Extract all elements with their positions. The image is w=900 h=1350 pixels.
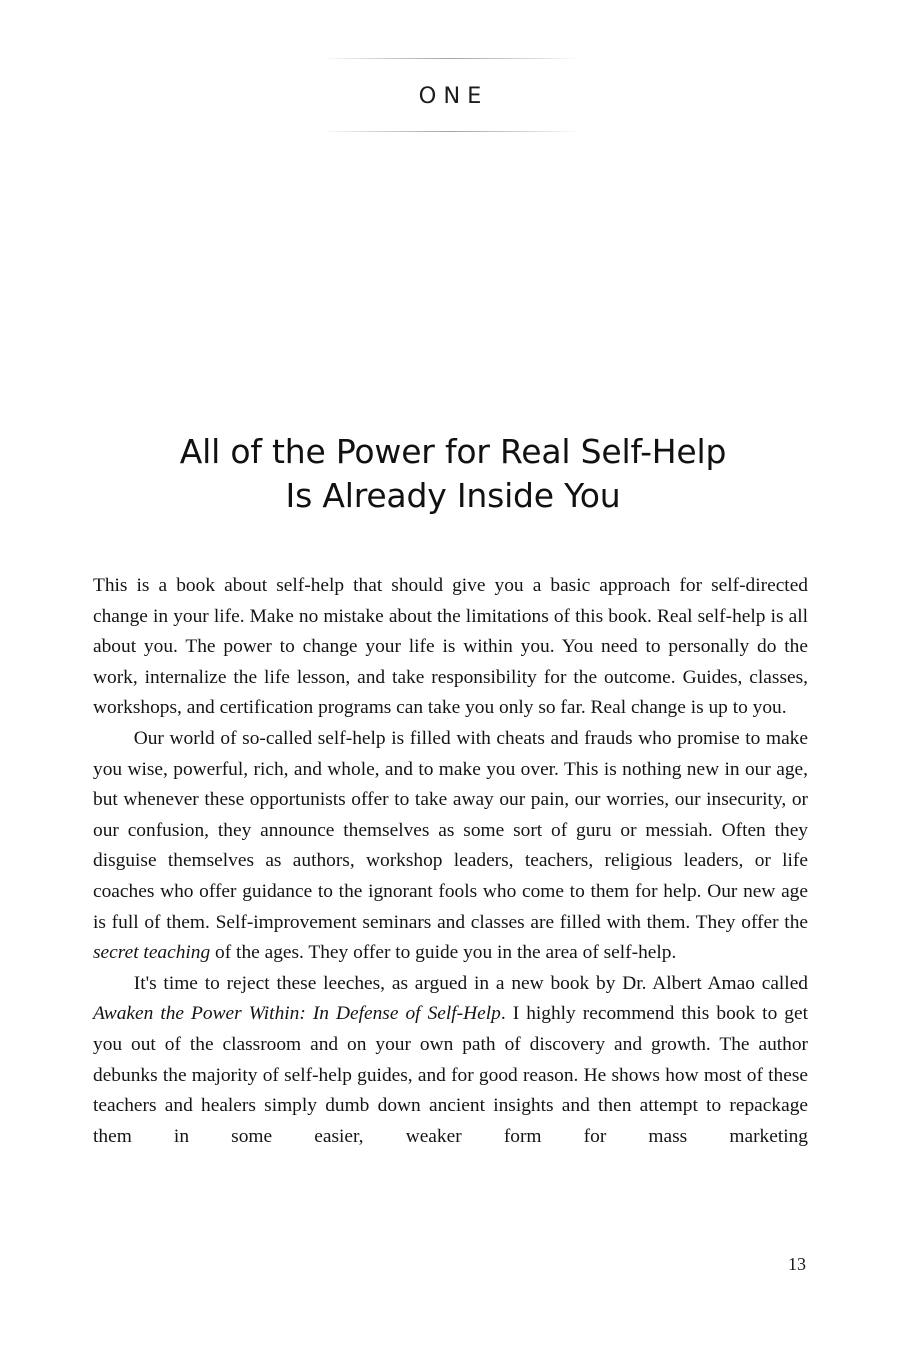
page-title-line-1: All of the Power for Real Self-Help: [179, 432, 727, 472]
body-text: [93, 571, 808, 1152]
chapter-marker: [0, 58, 900, 132]
ornament-rule-top: [321, 58, 579, 59]
page-title-line-2: Is Already Inside You: [285, 475, 621, 515]
paragraph-2-tail: of the ages. They offer to guide you in the area of self-help.: [210, 942, 677, 964]
paragraph-3-text: It's time to reject these leeches, as argued in a new book by Dr. Albert Amao called: [133, 972, 808, 994]
chapter-number-label: ONE: [418, 83, 489, 109]
paragraph-3: [93, 969, 808, 1153]
paragraph-2-emphasis: secret teaching: [93, 942, 211, 964]
paragraph-2: [93, 724, 808, 969]
paragraph-3-tail: . I highly recommend this book to get you out of the classroom and on your own path of discovery and growth. The author debunks the majority of self-help guides, and for good reason. He shows how most of these teachers and healers simply dumb down ancient insights and then attempt to repackage them in some easier, weaker form for mass marketing: [93, 1003, 808, 1147]
paragraph-3-book-title: Awaken the Power Within: In Defense of Self-Help: [93, 1003, 501, 1025]
paragraph-1: This is a book about self-help that should give you a basic approach for self-directed change in your life. Make no mistake about the limitations of this book. Real self-help is all about you. The power to change your life is within you. You need to personally do the work, internalize the life lesson, and take responsibility for the outcome. Guides, classes, workshops, and certification programs can take you only so far. Real change is up to you.: [93, 575, 808, 719]
page-number: 13: [788, 1254, 806, 1274]
paragraph-2-text: Our world of so-called self-help is filled with cheats and frauds who promise to make you wise, powerful, rich, and whole, and to make you over. This is nothing new in our age, but whenever these opportunists offer to take away our pain, our worries, our insecurity, or our confusion, they announce themselves as some sort of guru or messiah. Often they disguise themselves as authors, workshop leaders, teachers, religious leaders, or life coaches who offer guidance to the ignorant fools who come to them for help. Our new age is full of them. Self-improvement seminars and classes are filled with them. They offer the: [93, 727, 808, 933]
ornament-rule-bottom: [321, 131, 579, 132]
page-title: [96, 430, 810, 518]
